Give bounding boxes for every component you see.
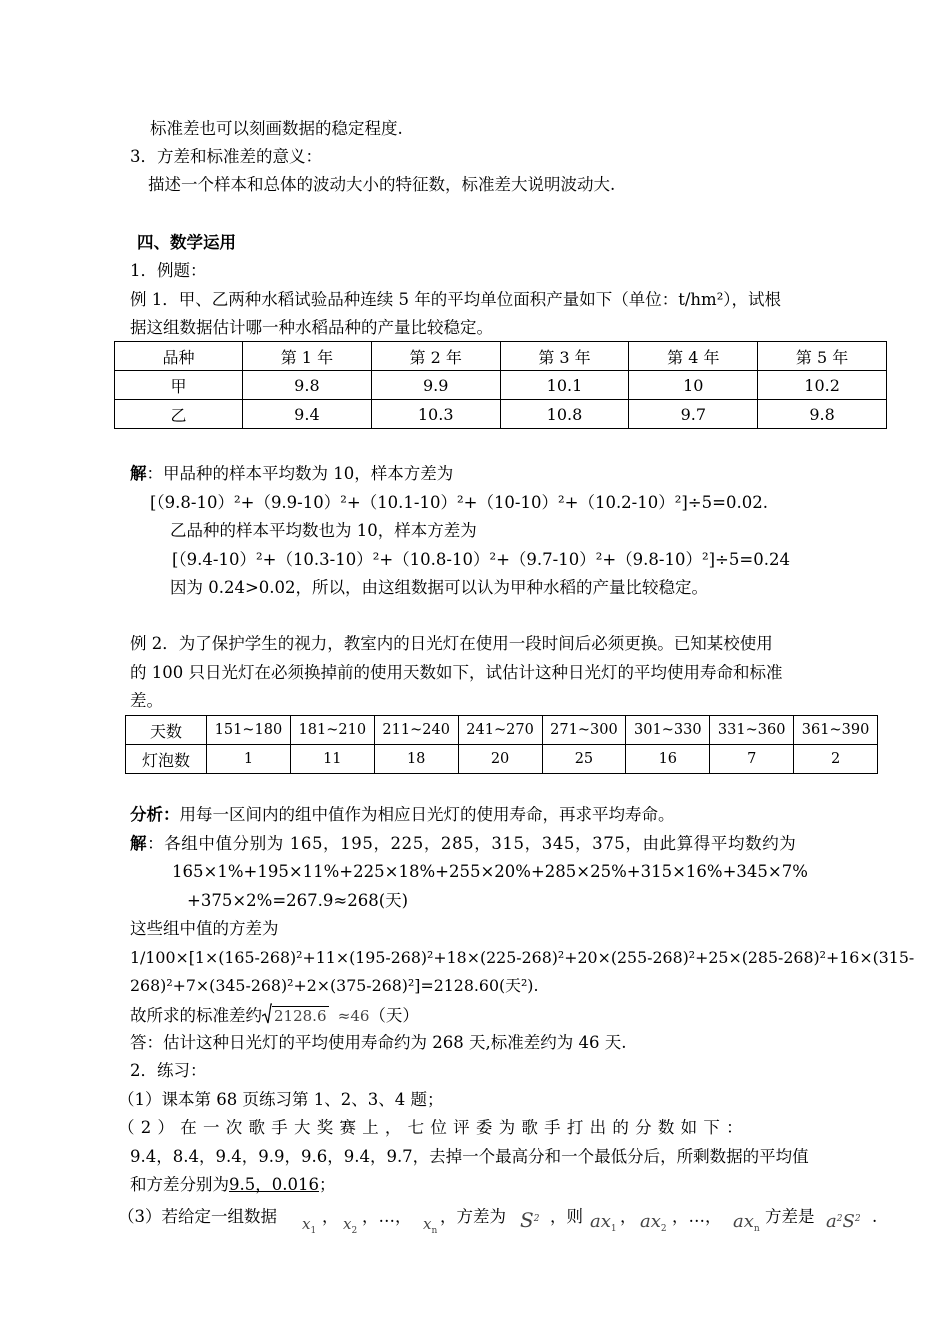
yield-table: [114, 341, 887, 429]
sol1-line-5: 因为 0.24>0.02，所以，由这组数据可以认为甲种水稻的产量比较稳定。: [170, 578, 709, 597]
table-cell: 9.4: [243, 400, 372, 429]
table-header-cell: 天数: [126, 716, 207, 745]
table-header-cell: 241~270: [458, 716, 542, 745]
table-header-row: [126, 716, 878, 745]
table-cell: 9.7: [629, 400, 758, 429]
math-x1: $x_1$: [302, 1215, 317, 1236]
table-cell: 25: [542, 745, 626, 774]
section-sub-1: 1．例题：: [130, 261, 207, 280]
math-ax1: $ax_1$: [590, 1211, 617, 1234]
table-row: [115, 371, 887, 400]
ex1-line-2: 据这组数据估计哪一种水稻品种的产量比较稳定。: [130, 318, 493, 337]
sol2-line-7-pre: 故所求的标准差约: [130, 1006, 262, 1025]
practice-2-line-1: （ 2 ） 在 一 次 歌 手 大 奖 赛 上 ， 七 位 评 委 为 歌 手 打 出 的 分 数 如 下 ：: [118, 1118, 744, 1137]
ex2-line-1: 例 2．为了保护学生的视力，教室内的日光灯在使用一段时间后必须更换。已知某校使用: [130, 634, 773, 653]
table-cell: 2: [794, 745, 878, 774]
sol2-line-3: +375×2%=267.9≈268(天): [187, 891, 409, 910]
sol1-line-2: [（9.8-10）²+（9.9-10）²+（10.1-10）²+（10-10）²+（10.2-10）²]÷5=0.02.: [150, 493, 768, 512]
practice-2-answer: 9.5，0.016: [229, 1175, 319, 1194]
sol2-line-6: 268)²+7×(345-268)²+2×(375-268)²]=2128.60(天²).: [130, 976, 539, 995]
math-ax2: $ax_2$: [640, 1211, 667, 1234]
table-header-row: [115, 342, 887, 371]
table-header-cell: 第 4 年: [629, 342, 758, 371]
math-axn: $ax_n$: [733, 1211, 760, 1234]
table-cell: 甲: [115, 371, 243, 400]
analysis-label: 分析：: [130, 805, 180, 824]
math-x2: $x_2$: [343, 1215, 358, 1236]
sqrt-radical-icon: [262, 1003, 272, 1031]
sol1-line-3: 乙品种的样本平均数也为 10，样本方差为: [170, 521, 477, 540]
table-header-cell: 271~300: [542, 716, 626, 745]
sol2-line-7: [130, 1003, 419, 1031]
table-header-cell: 331~360: [710, 716, 794, 745]
practice-1: （1）课本第 68 页练习第 1、2、3、4 题；: [118, 1090, 444, 1109]
sol2-text-1: ：各组中值分别为 165，195，225，285，315，345，375，由此算得平均数约为: [147, 834, 797, 853]
practice-title: 2．练习：: [130, 1061, 207, 1080]
sol1-label: 解: [130, 464, 147, 483]
table-row: [115, 400, 887, 429]
intro-line-2: 3．方差和标准差的意义：: [130, 147, 322, 166]
table-cell: 11: [290, 745, 374, 774]
table-cell: 10.2: [758, 371, 887, 400]
table-header-cell: 品种: [115, 342, 243, 371]
sol2-line-1: [130, 833, 796, 855]
sol2-analysis: [130, 804, 675, 826]
math-xn: $x_n$: [423, 1215, 438, 1236]
math-s2: $S^2$: [520, 1208, 540, 1232]
table-header-cell: 第 5 年: [758, 342, 887, 371]
practice-3-comma-2: ，…，: [362, 1207, 412, 1226]
practice-3-comma-3: ，: [620, 1207, 637, 1226]
table-header-cell: 301~330: [626, 716, 710, 745]
table-cell: 16: [626, 745, 710, 774]
practice-3-comma-1: ，: [322, 1207, 339, 1226]
sol1-text-1: ：甲品种的样本平均数为 10，样本方差为: [146, 464, 454, 483]
table-cell: 1: [207, 745, 291, 774]
table-header-cell: 211~240: [374, 716, 458, 745]
table-cell: 18: [374, 745, 458, 774]
table-cell: 10.8: [500, 400, 629, 429]
practice-2-pre: 和方差分别为: [130, 1175, 229, 1194]
table-cell: 乙: [115, 400, 243, 429]
practice-3-comma-4: ，…，: [672, 1207, 722, 1226]
table-header-cell: 361~390: [794, 716, 878, 745]
bulb-table: [125, 715, 878, 774]
table-header-cell: 151~180: [207, 716, 291, 745]
table-header-cell: 第 2 年: [371, 342, 500, 371]
sol1-line-4: [（9.4-10）²+（10.3-10）²+（10.8-10）²+（9.7-10）²+（9.8-10）²]÷5=0.24: [172, 550, 790, 569]
table-cell: 9.8: [758, 400, 887, 429]
sol2-line-2: 165×1%+195×11%+225×18%+255×20%+285×25%+315×16%+345×7%: [172, 862, 808, 881]
intro-line-3: 描述一个样本和总体的波动大小的特征数，标准差大说明波动大.: [148, 175, 616, 194]
practice-2-line-3: [130, 1174, 335, 1196]
practice-3-then: ，则: [550, 1207, 583, 1226]
practice-3-pre: （3）若给定一组数据: [118, 1207, 277, 1226]
unit-text: （天）: [369, 1006, 419, 1025]
table-cell: 灯泡数: [126, 745, 207, 774]
practice-2-line-2: 9.4，8.4，9.4，9.9，9.6，9.4，9.7，去掉一个最高分和一个最低分后，所剩数据的平均值: [130, 1147, 809, 1166]
table-cell: 20: [458, 745, 542, 774]
ex1-line-1: 例 1．甲、乙两种水稻试验品种连续 5 年的平均单位面积产量如下（单位：t/hm²），试根: [130, 290, 782, 309]
table-row: [126, 745, 878, 774]
math-a2s2: $a^2S^2$: [826, 1211, 861, 1232]
sol2-answer: 答：估计这种日光灯的平均使用寿命约为 268 天,标准差约为 46 天.: [130, 1033, 627, 1052]
intro-line-1: 标准差也可以刻画数据的稳定程度.: [150, 119, 403, 138]
table-cell: 7: [710, 745, 794, 774]
sol2-label: 解: [130, 834, 148, 853]
table-cell: 10: [629, 371, 758, 400]
table-cell: 10.3: [371, 400, 500, 429]
practice-3-var: ，方差为: [440, 1207, 506, 1226]
section-title: 四、数学运用: [137, 233, 236, 252]
sol2-line-5: 1/100×[1×(165-268)²+11×(195-268)²+18×(225-268)²+20×(255-268)²+25×(285-268)²+16×(315-: [130, 948, 915, 967]
table-header-cell: 第 3 年: [500, 342, 629, 371]
practice-3-end: 方差是: [765, 1207, 815, 1226]
practice-2-post: ；: [318, 1175, 336, 1194]
sqrt-value: 2128.6: [274, 1007, 327, 1025]
sol2-line-4: 这些组中值的方差为: [130, 919, 279, 938]
ex2-line-2: 的 100 只日光灯在必须换掉前的使用天数如下，试估计这种日光灯的平均使用寿命和标准: [130, 663, 783, 682]
practice-3-period: .: [872, 1207, 878, 1226]
sol1-line-1: [130, 463, 453, 485]
table-cell: 9.9: [371, 371, 500, 400]
analysis-text: 用每一区间内的组中值作为相应日光灯的使用寿命，再求平均寿命。: [179, 805, 675, 824]
table-header-cell: 第 1 年: [243, 342, 372, 371]
table-cell: 10.1: [500, 371, 629, 400]
approx-value: ≈46: [337, 1007, 370, 1025]
table-cell: 9.8: [243, 371, 372, 400]
ex2-line-3: 差。: [130, 691, 163, 710]
table-header-cell: 181~210: [290, 716, 374, 745]
